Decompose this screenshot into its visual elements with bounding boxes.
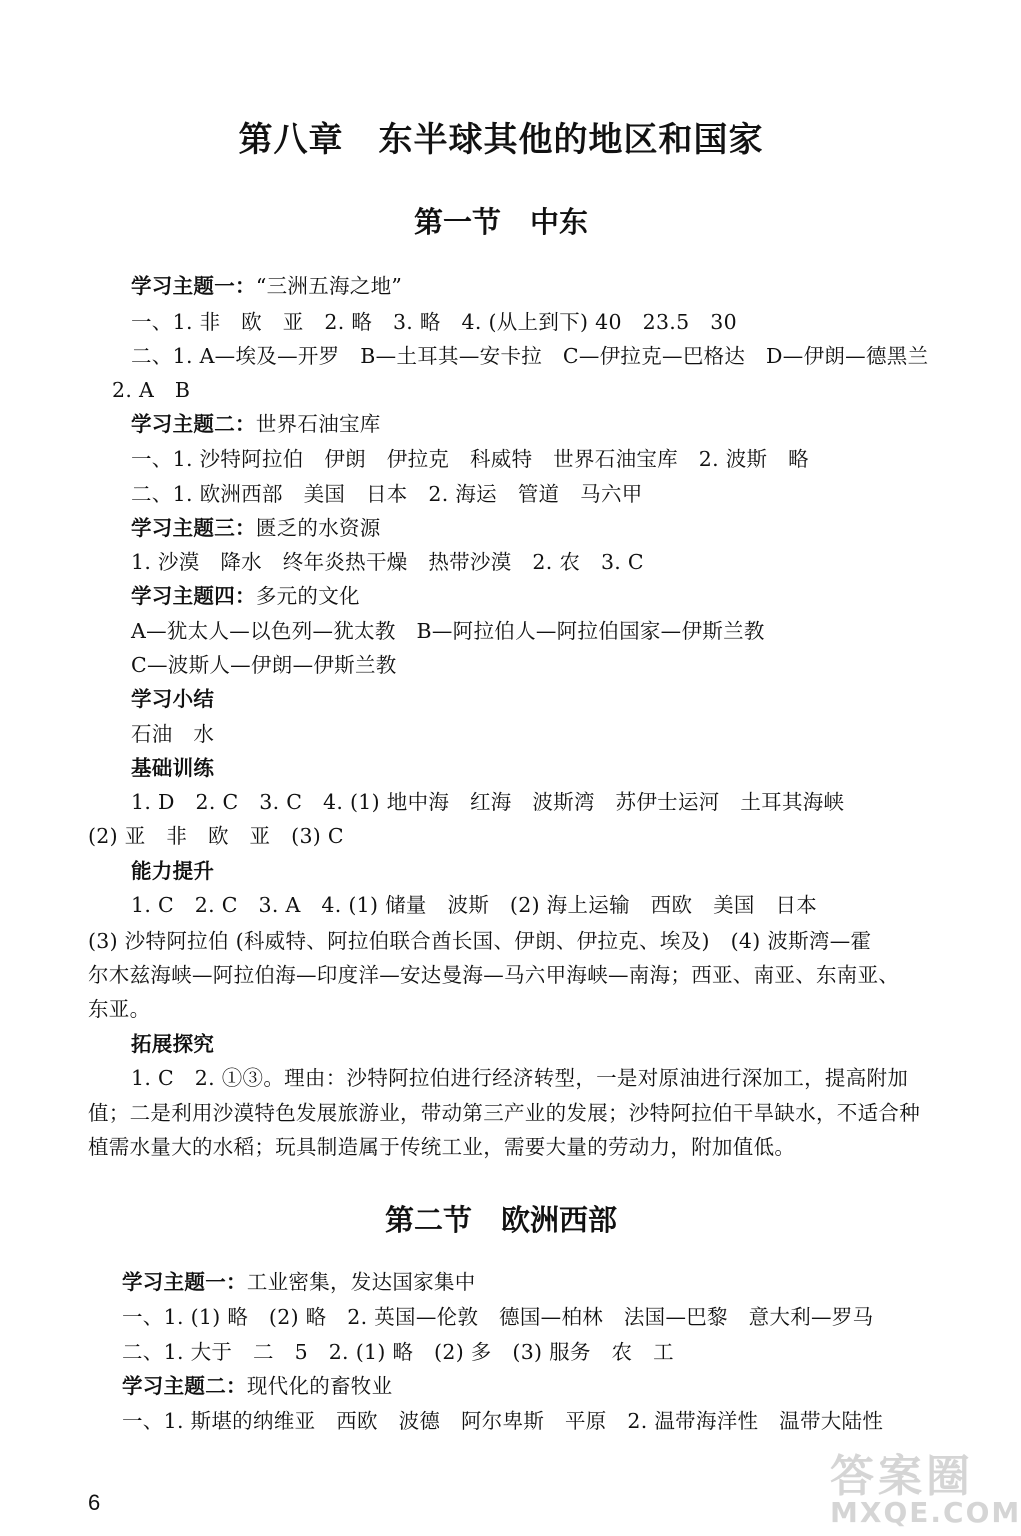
study-topic-heading	[131, 582, 360, 610]
watermark-url: MXQE.COM	[830, 1496, 1021, 1529]
study-topic-heading	[122, 1268, 476, 1296]
answer-line: 1. 沙漠 降水 终年炎热干燥 热带沙漠 2. 农 3. C	[131, 550, 644, 574]
answer-line: 一、1. 非 欧 亚 2. 略 3. 略 4. (从上到下) 40 23.5 30	[131, 310, 737, 334]
answer-line: 尔木兹海峡—阿拉伯海—印度洋—安达曼海—马六甲海峡—南海；西亚、南亚、东南亚、	[88, 963, 900, 987]
answer-line: 石油 水	[131, 722, 215, 746]
subsection-heading: 基础训练	[131, 756, 215, 780]
heading-topic: 多元的文化	[255, 584, 360, 608]
answer-line: 二、1. 欧洲西部 美国 日本 2. 海运 管道 马六甲	[131, 482, 643, 506]
answer-line: 二、1. 大于 二 5 2. (1) 略 (2) 多 (3) 服务 农 工	[122, 1340, 674, 1364]
heading-label: 学习主题二：	[122, 1374, 247, 1398]
page-number: 6	[88, 1490, 101, 1515]
study-topic-heading	[131, 514, 381, 542]
study-topic-heading	[131, 272, 402, 300]
answer-line: 一、1. (1) 略 (2) 略 2. 英国—伦敦 德国—柏林 法国—巴黎 意大利—罗马	[122, 1305, 874, 1329]
answer-line: C—波斯人—伊朗—伊斯兰教	[131, 653, 397, 677]
study-topic-heading	[131, 410, 381, 438]
study-topic-heading	[122, 1372, 392, 1400]
answer-line: (2) 亚 非 欧 亚 (3) C	[88, 824, 344, 848]
watermark-logo	[810, 1440, 1021, 1532]
answer-line: (3) 沙特阿拉伯 (科威特、阿拉伯联合酋长国、伊朗、伊拉克、埃及) (4) 波斯湾—霍	[88, 929, 872, 953]
subsection-heading: 学习小结	[131, 687, 215, 711]
answer-line: 1. D 2. C 3. C 4. (1) 地中海 红海 波斯湾 苏伊士运河 土耳其海峡	[131, 790, 845, 814]
heading-label: 学习主题二：	[131, 412, 256, 436]
chapter-title: 第八章 东半球其他的地区和国家	[238, 120, 764, 160]
answer-line: 二、1. A—埃及—开罗 B—土耳其—安卡拉 C—伊拉克—巴格达 D—伊朗—德黑兰	[131, 344, 929, 368]
heading-topic: 工业密集，发达国家集中	[246, 1270, 476, 1294]
heading-topic: “三洲五海之地”	[255, 274, 403, 298]
heading-topic: 世界石油宝库	[255, 412, 381, 436]
answer-line: 东亚。	[88, 997, 151, 1021]
answer-line: 植需水量大的水稻；玩具制造属于传统工业，需要大量的劳动力，附加值低。	[88, 1135, 796, 1159]
subsection-heading: 拓展探究	[131, 1032, 215, 1056]
answer-line: 一、1. 斯堪的纳维亚 西欧 波德 阿尔卑斯 平原 2. 温带海洋性 温带大陆性	[122, 1409, 884, 1433]
heading-topic: 匮乏的水资源	[255, 516, 381, 540]
answer-line: 一、1. 沙特阿拉伯 伊朗 伊拉克 科威特 世界石油宝库 2. 波斯 略	[131, 447, 809, 471]
section-title: 第二节 欧洲西部	[384, 1203, 617, 1237]
subsection-heading: 能力提升	[131, 859, 215, 883]
heading-label: 学习主题一：	[131, 274, 256, 298]
answer-line: 1. C 2. C 3. A 4. (1) 储量 波斯 (2) 海上运输 西欧 美国 日本	[131, 893, 818, 917]
answer-line: 值；二是利用沙漠特色发展旅游业，带动第三产业的发展；沙特阿拉伯干旱缺水，不适合种	[88, 1101, 920, 1125]
answer-line: A—犹太人—以色列—犹太教 B—阿拉伯人—阿拉伯国家—伊斯兰教	[131, 619, 765, 643]
heading-label: 学习主题三：	[131, 516, 256, 540]
section-title: 第一节 中东	[413, 205, 588, 239]
answer-line: 1. C 2. ①③。理由：沙特阿拉伯进行经济转型，一是对原油进行深加工，提高附加	[131, 1066, 909, 1090]
answer-line: 2. A B	[112, 378, 191, 402]
heading-label: 学习主题一：	[122, 1270, 247, 1294]
heading-topic: 现代化的畜牧业	[246, 1374, 393, 1398]
watermark-text: 答案圈	[830, 1451, 974, 1502]
heading-label: 学习主题四：	[131, 584, 256, 608]
